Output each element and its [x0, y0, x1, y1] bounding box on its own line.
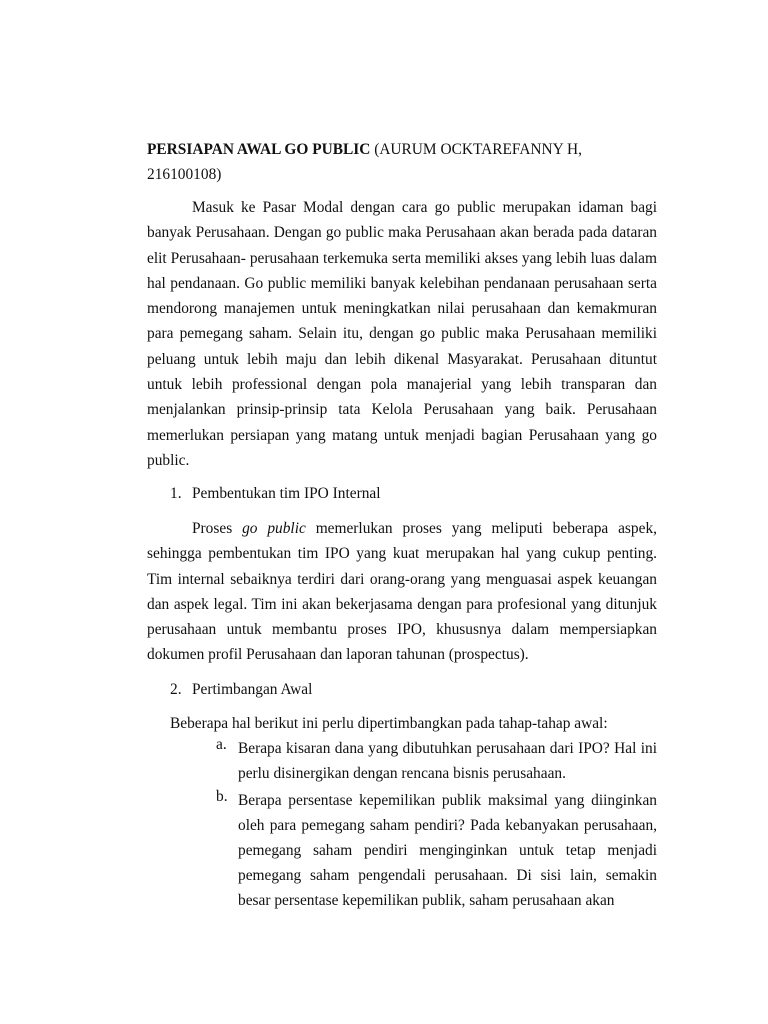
section-1-para-italic: go public	[242, 520, 306, 537]
list-item-a	[216, 736, 657, 786]
title-author: (AURUM OCKTAREFANNY H, 216100108)	[147, 141, 583, 183]
document-title	[147, 137, 657, 187]
section-2-intro: Beberapa hal berikut ini perlu dipertimbangkan pada tahap-tahap awal:	[170, 715, 608, 732]
list-item-b-letter: b.	[216, 788, 228, 805]
intro-paragraph: Masuk ke Pasar Modal dengan cara go public merupakan idaman bagi banyak Perusahaan. Dengan go public maka Perusahaan akan berada pada dataran elit Perusahaan- perusahaan terkemuka serta memiliki akses yang lebih luas dalam hal pendanaan. Go public memiliki banyak kelebihan pendanaan perusahaan serta mendorong manajemen untuk meningkatkan nilai perusahaan dan kemakmuran para pemegang saham. Selain itu, dengan go public maka Perusahaan memiliki peluang untuk lebih maju dan lebih dikenal Masyarakat. Perusahaan dituntut untuk lebih professional dengan pola manajerial yang lebih transparan dan menjalankan prinsip-prinsip tata Kelola Perusahaan yang baik. Perusahaan memerlukan persiapan yang matang untuk menjadi bagian Perusahaan yang go public.	[147, 199, 657, 469]
section-2-heading	[170, 677, 312, 702]
list-item-b	[216, 788, 657, 913]
section-1-title: Pembentukan tim IPO Internal	[192, 485, 381, 502]
section-1-heading	[170, 481, 381, 506]
section-2-title: Pertimbangan Awal	[192, 681, 313, 698]
list-item-b-text: Berapa persentase kepemilikan publik maksimal yang diinginkan oleh para pemegang saham pendiri? Pada kebanyakan perusahaan, pemegang saham pendiri menginginkan untuk tetap menjadi pemegang saham pengendali perusahaan. Di sisi lain, semakin besar persentase kepemilikan publik, saham perusahaan akan	[238, 792, 657, 909]
section-1-paragraph	[147, 516, 657, 668]
section-1-para-start: Proses	[192, 520, 243, 537]
list-item-a-letter: a.	[216, 736, 227, 753]
section-1-para-rest: memerlukan proses yang meliputi beberapa aspek, sehingga pembentukan tim IPO yang kuat merupakan hal yang cukup penting. Tim internal sebaiknya terdiri dari orang-orang yang menguasai aspek keuangan dan aspek legal. Tim ini akan bekerjasama dengan para profesional yang ditunjuk perusahaan untuk membantu proses IPO, khususnya dalam mempersiapkan dokumen profil Perusahaan dan laporan tahunan (prospectus).	[147, 520, 657, 664]
section-2-number: 2.	[170, 681, 182, 698]
list-item-a-text: Berapa kisaran dana yang dibutuhkan perusahaan dari IPO? Hal ini perlu disinergikan dengan rencana bisnis perusahaan.	[238, 740, 657, 782]
title-bold: PERSIAPAN AWAL GO PUBLIC	[147, 141, 371, 158]
section-1-number: 1.	[170, 485, 182, 502]
